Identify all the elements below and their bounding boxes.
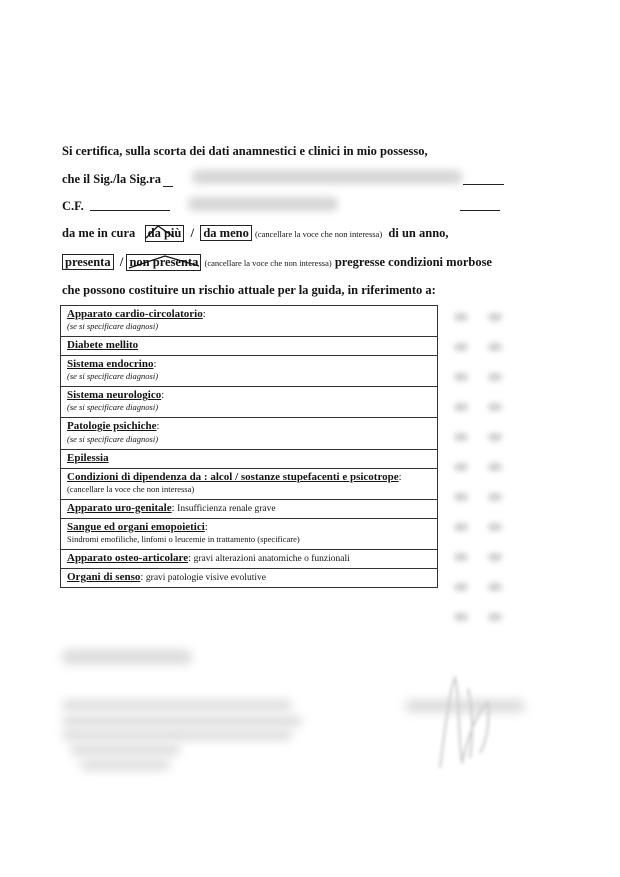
patient-name-redacted (192, 170, 462, 184)
condition-note: (se si specificare diagnosi) (67, 402, 159, 413)
condition-row (61, 549, 438, 568)
condition-name: Patologie psichiche (67, 420, 157, 433)
condition-name: Sistema neurologico (67, 389, 162, 402)
condition-note: (se si specificare diagnosi) (67, 371, 159, 382)
patient-label: che il Sig./la Sig.ra (62, 172, 161, 186)
doctor-stamp-redacted-3 (62, 730, 292, 740)
condition-punct: : (156, 421, 160, 433)
condition-row (61, 356, 438, 387)
answer-mark-redacted (488, 313, 502, 321)
patient-underline-end (463, 184, 504, 185)
answer-mark-redacted (488, 553, 502, 561)
condition-punct: : (398, 471, 402, 483)
doctor-stamp-redacted-5 (80, 760, 170, 770)
answer-columns-redacted (440, 305, 510, 635)
cf-underline-start (90, 210, 170, 211)
answer-mark-redacted (488, 523, 502, 531)
condition-name: Sistema endocrino (67, 358, 154, 371)
presents-option-presenta: presenta (62, 254, 114, 270)
condition-inline-note: gravi patologie visive evolutive (145, 573, 266, 583)
date-redacted (62, 650, 192, 664)
presents-suffix: pregresse condizioni morbose (334, 255, 492, 269)
doctor-stamp-redacted (62, 700, 292, 710)
condition-note: Sindromi emofiliche, linfomi o leucemie in trattamento (specificare) (67, 533, 300, 544)
answer-mark-redacted (454, 313, 468, 321)
answer-mark-redacted (488, 403, 502, 411)
answer-mark-redacted (454, 493, 468, 501)
condition-inline-note: gravi alterazioni anatomiche o funzionali (193, 553, 350, 564)
answer-mark-redacted (488, 613, 502, 621)
answer-mark-redacted (488, 493, 502, 501)
answer-mark-redacted (488, 463, 502, 471)
answer-mark-redacted (454, 373, 468, 381)
condition-row (61, 518, 438, 549)
condition-name: Apparato cardio-circolatorio (67, 308, 203, 320)
condition-punct: : (171, 502, 175, 514)
condition-row (61, 387, 438, 418)
condition-name: Sangue ed organi emopoietici (67, 520, 205, 533)
condition-name: Condizioni di dipendenza da : alcol / sostanze stupefacenti e psicotrope (67, 470, 399, 483)
care-line (62, 225, 449, 242)
cf-value-redacted (188, 197, 338, 211)
condition-punct: : (153, 359, 157, 371)
care-option-da-piu: da più (145, 225, 185, 242)
doctor-stamp-redacted-2 (62, 716, 302, 726)
care-note: (cancellare la voce che non interessa) (254, 229, 383, 239)
patient-underline-start (163, 186, 173, 187)
patient-line (62, 172, 161, 187)
condition-row (61, 468, 438, 499)
cf-underline-end (460, 210, 500, 211)
care-option-da-meno: da meno (200, 225, 252, 241)
care-suffix: di un anno, (388, 226, 449, 240)
answer-mark-redacted (454, 613, 468, 621)
answer-mark-redacted (454, 523, 468, 531)
intro-text: Si certifica, sulla scorta dei dati anamnestici e clinici in mio possesso, (62, 144, 428, 158)
presents-note: (cancellare la voce che non interessa) (204, 258, 332, 268)
condition-punct: : (204, 521, 208, 533)
condition-name: Diabete mellito (67, 339, 139, 352)
answer-mark-redacted (488, 583, 502, 591)
cf-label: C.F. (62, 199, 84, 213)
answer-mark-redacted (454, 433, 468, 441)
care-prefix: da me in cura (62, 226, 136, 240)
condition-row (61, 569, 438, 588)
condition-note: (cancellare la voce che non interessa) (67, 483, 195, 494)
answer-mark-redacted (488, 343, 502, 351)
condition-row (61, 418, 438, 449)
condition-punct: : (188, 552, 191, 564)
presents-line (62, 254, 492, 271)
condition-inline-note: Insufficienza renale grave (177, 503, 276, 514)
condition-row (61, 306, 438, 337)
risk-line: che possono costituire un rischio attuale per la guida, in riferimento a: (62, 283, 436, 297)
answer-mark-redacted (454, 403, 468, 411)
answer-mark-redacted (454, 583, 468, 591)
answer-mark-redacted (454, 343, 468, 351)
condition-name: Apparato uro-genitale (67, 501, 172, 514)
signature-icon (410, 668, 520, 778)
conditions-table (60, 305, 438, 588)
answer-mark-redacted (488, 433, 502, 441)
condition-note: (se si specificare diagnosi) (67, 321, 159, 332)
condition-punct: : (140, 572, 144, 583)
condition-name: Apparato osteo-articolare (67, 551, 189, 564)
answer-mark-redacted (454, 553, 468, 561)
answer-mark-redacted (488, 373, 502, 381)
condition-name: Organi di senso (67, 571, 141, 583)
condition-punct: : (161, 390, 165, 402)
condition-note: (se si specificare diagnosi) (67, 433, 159, 444)
condition-name: Epilessia (67, 451, 109, 464)
strike-mark-icon (144, 223, 176, 241)
doctor-stamp-redacted-4 (70, 745, 180, 755)
presents-option-non-presenta: non presenta (126, 254, 201, 271)
presents-slash: / (119, 255, 124, 269)
condition-row (61, 499, 438, 518)
condition-row (61, 449, 438, 468)
cf-line (62, 199, 84, 214)
condition-row (61, 337, 438, 356)
care-slash: / (190, 226, 195, 240)
condition-punct: : (202, 309, 206, 320)
answer-mark-redacted (454, 463, 468, 471)
strike-mark-icon (125, 252, 201, 270)
